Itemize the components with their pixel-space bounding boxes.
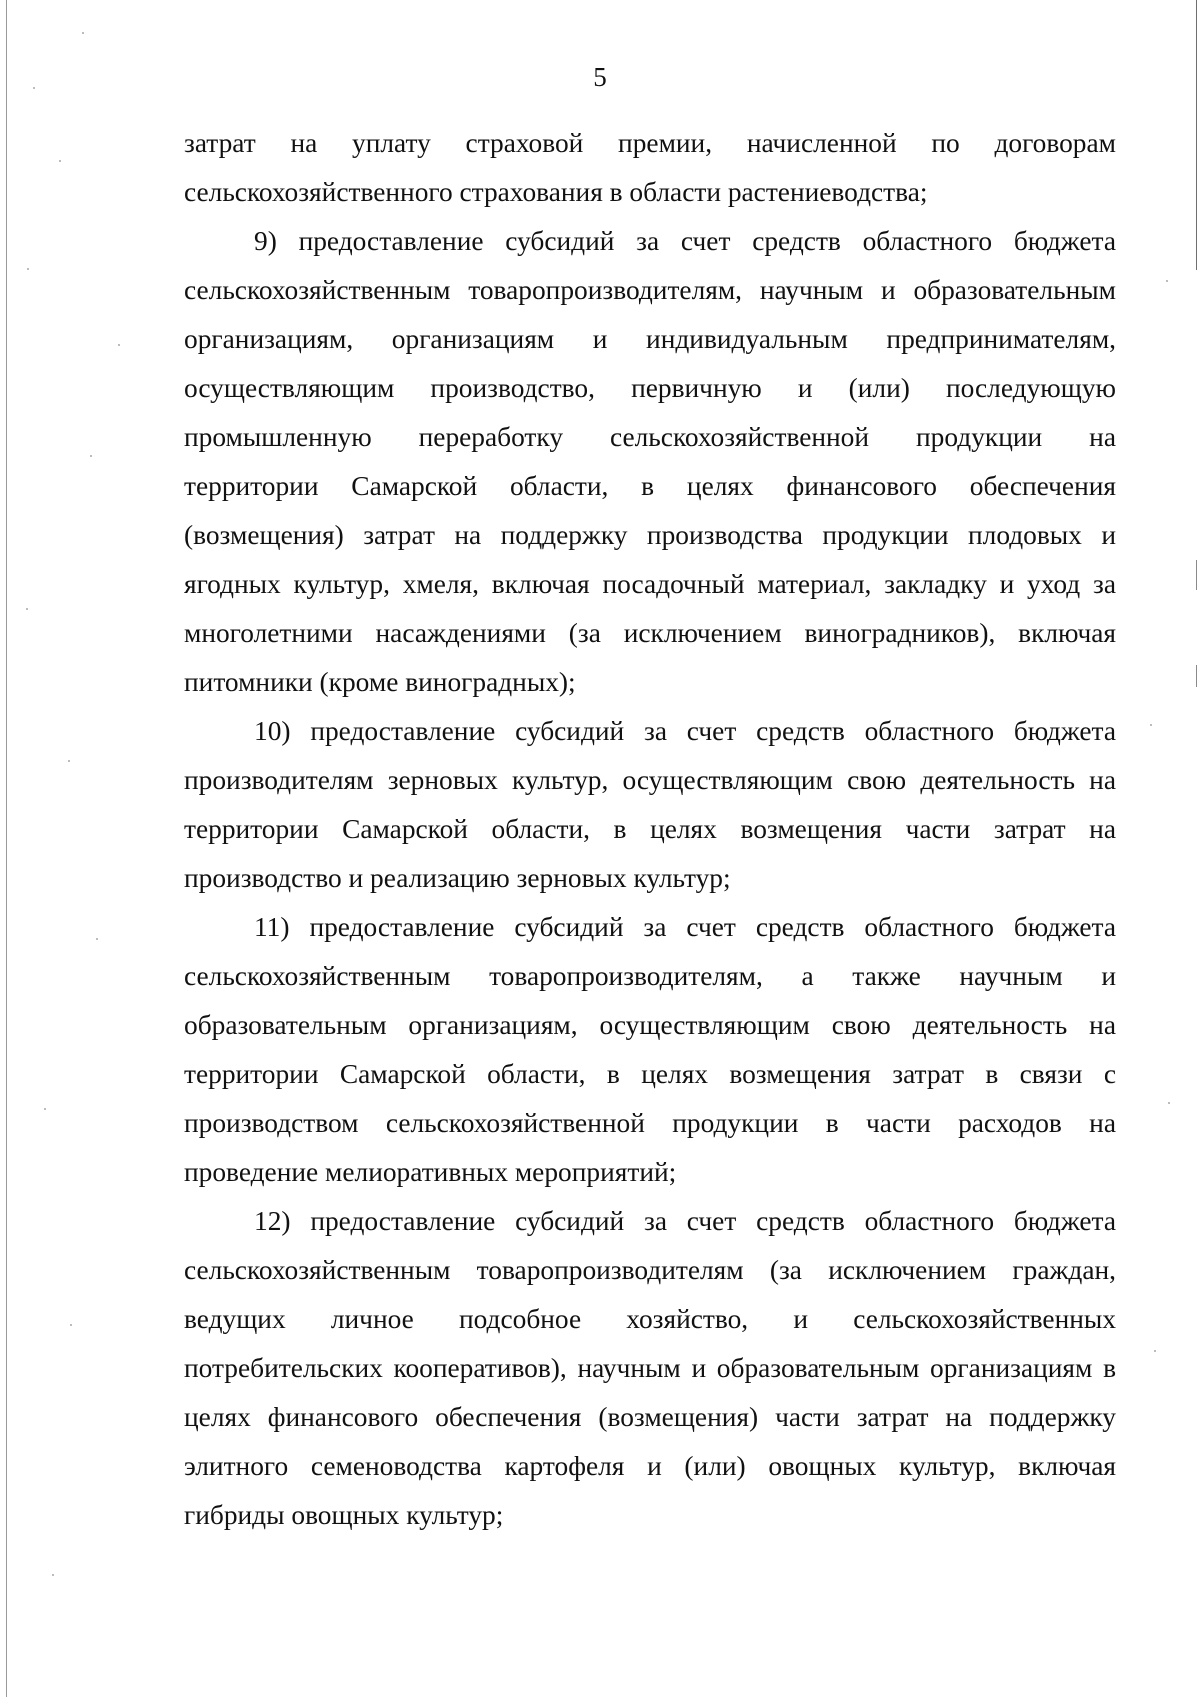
- text-line: целях финансового обеспечения (возмещения) части затрат на поддержку: [184, 1402, 1116, 1432]
- scan-edge-tick: [1196, 665, 1197, 687]
- text-line: производителям зерновых культур, осуществляющим свою деятельность на: [184, 765, 1116, 795]
- text-line: (возмещения) затрат на поддержку производства продукции плодовых и: [184, 520, 1116, 550]
- scan-speck: [1166, 280, 1168, 282]
- scan-speck: [82, 32, 84, 34]
- text-line: производством сельскохозяйственной продукции в части расходов на: [184, 1108, 1116, 1138]
- text-line: территории Самарской области, в целях возмещения части затрат на: [184, 814, 1116, 844]
- scan-speck: [1154, 1350, 1156, 1352]
- page-number: 5: [593, 62, 607, 92]
- text-line: сельскохозяйственным товаропроизводителям, а также научным и: [184, 961, 1116, 991]
- text-line: производство и реализацию зерновых культур;: [184, 863, 731, 893]
- scan-speck: [1168, 1102, 1170, 1104]
- text-line: питомники (кроме виноградных);: [184, 667, 576, 697]
- scan-speck: [27, 268, 29, 270]
- text-line: многолетними насаждениями (за исключением виноградников), включая: [184, 618, 1116, 648]
- scan-speck: [1150, 724, 1152, 726]
- scan-speck: [44, 1108, 46, 1110]
- text-line: территории Самарской области, в целях финансового обеспечения: [184, 471, 1116, 501]
- text-line: потребительских кооперативов), научным и образовательным организациям в: [184, 1353, 1116, 1383]
- text-line: организациям, организациям и индивидуальным предпринимателям,: [184, 324, 1116, 354]
- scan-speck: [90, 455, 92, 457]
- scan-speck: [96, 938, 98, 940]
- document-body: [184, 119, 1116, 1540]
- text-line: осуществляющим производство, первичную и (или) последующую: [184, 373, 1116, 403]
- scan-speck: [59, 160, 61, 162]
- text-line: 12) предоставление субсидий за счет средств областного бюджета: [254, 1206, 1116, 1236]
- scan-speck: [70, 1324, 72, 1326]
- text-line: 11) предоставление субсидий за счет средств областного бюджета: [254, 912, 1116, 942]
- text-line: образовательным организациям, осуществляющим свою деятельность на: [184, 1010, 1116, 1040]
- text-line: элитного семеноводства картофеля и (или) овощных культур, включая: [184, 1451, 1116, 1481]
- text-line: сельскохозяйственным товаропроизводителям (за исключением граждан,: [184, 1255, 1116, 1285]
- text-line: территории Самарской области, в целях возмещения затрат в связи с: [184, 1059, 1116, 1089]
- text-line: промышленную переработку сельскохозяйственной продукции на: [184, 422, 1116, 452]
- scan-speck: [68, 760, 70, 762]
- scan-right-edge-line: [1196, 0, 1197, 270]
- text-line: сельскохозяйственного страхования в области растениеводства;: [184, 177, 928, 207]
- text-line: ягодных культур, хмеля, включая посадочный материал, закладку и уход за: [184, 569, 1116, 599]
- text-line: гибриды овощных культур;: [184, 1500, 504, 1530]
- scan-speck: [52, 1574, 54, 1576]
- text-line: ведущих личное подсобное хозяйство, и сельскохозяйственных: [184, 1304, 1116, 1334]
- text-line: затрат на уплату страховой премии, начисленной по договорам: [184, 128, 1116, 158]
- scan-speck: [26, 608, 28, 610]
- scan-left-edge-line: [6, 0, 7, 1697]
- text-line: 10) предоставление субсидий за счет средств областного бюджета: [254, 716, 1116, 746]
- scan-speck: [118, 344, 120, 346]
- text-line: проведение мелиоративных мероприятий;: [184, 1157, 677, 1187]
- text-line: 9) предоставление субсидий за счет средств областного бюджета: [254, 226, 1116, 256]
- text-line: сельскохозяйственным товаропроизводителям, научным и образовательным: [184, 275, 1116, 305]
- scan-edge-tick: [1196, 560, 1197, 590]
